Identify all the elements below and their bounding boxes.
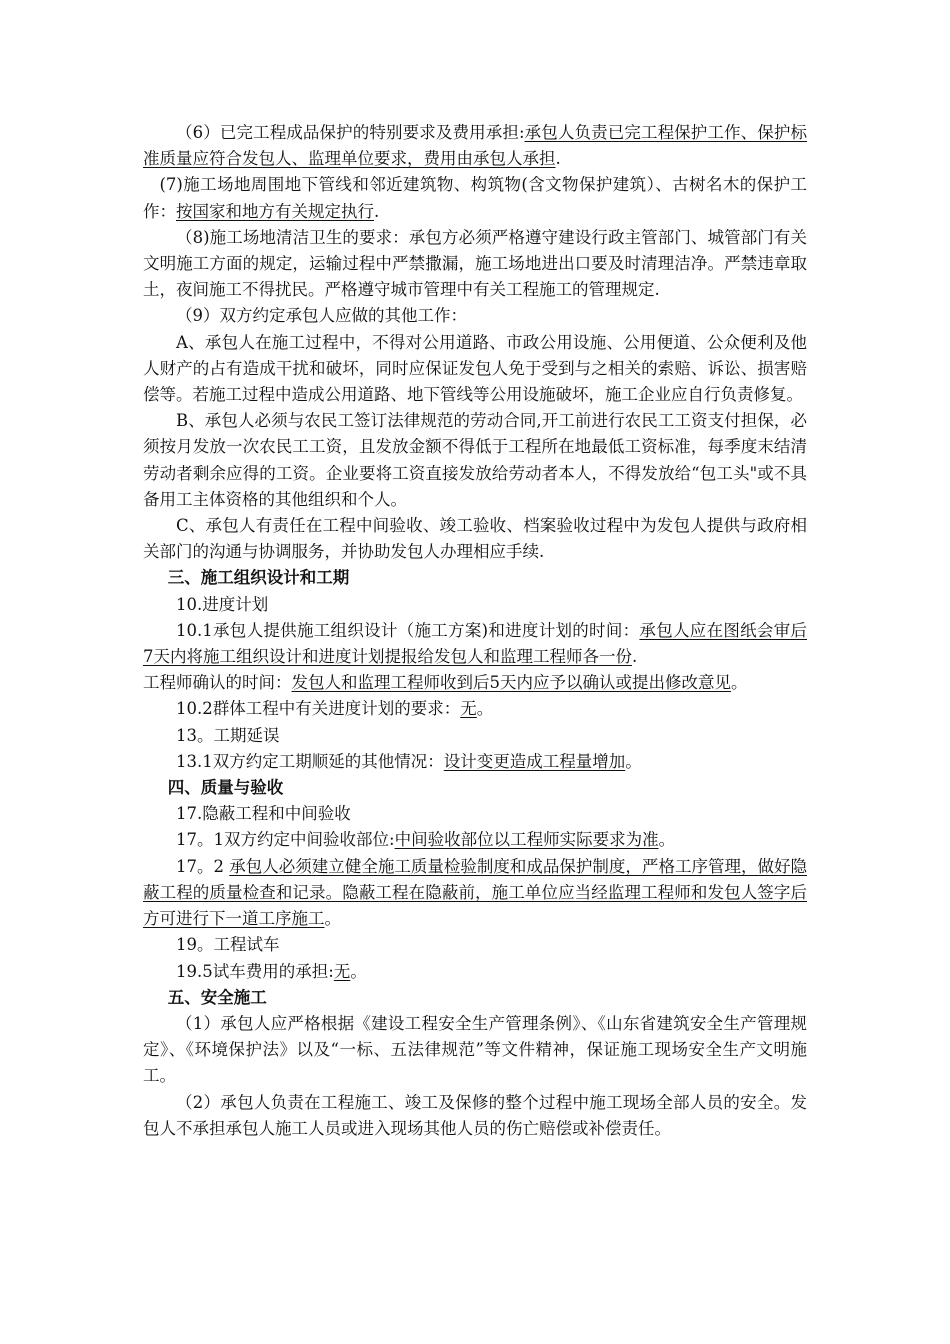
paragraph-17-1-text: 17。1双方约定中间验收部位: xyxy=(176,830,395,850)
section-heading-5 xyxy=(143,985,807,1011)
paragraph-13-1-underlined: 设计变更造成工程量增加 xyxy=(443,751,626,771)
paragraph-a xyxy=(143,330,807,409)
paragraph-6-underlined: 承包人负责已完工程保护工作、保护标准质量应符合发包人、监理单位要求，费用由承包人承担 xyxy=(143,123,808,169)
section-heading-4 xyxy=(143,775,807,801)
paragraph-10-1-text: 10.1承包人提供施工组织设计（施工方案)和进度计划的时间： xyxy=(176,620,640,640)
paragraph-19-5 xyxy=(143,959,807,985)
section-heading-5-text: 五、安全施工 xyxy=(167,987,267,1007)
paragraph-19-5-end: 。 xyxy=(350,961,367,981)
paragraph-13-text: 13。工期延误 xyxy=(176,725,280,745)
paragraph-engineer-confirm xyxy=(143,670,807,696)
paragraph-6-end: . xyxy=(555,149,561,169)
paragraph-19-5-underlined: 无 xyxy=(333,961,351,981)
paragraph-8 xyxy=(143,225,807,304)
paragraph-10-2-underlined: 无 xyxy=(460,699,477,719)
paragraph-10-2 xyxy=(143,696,807,722)
paragraph-13 xyxy=(143,723,807,749)
paragraph-engineer-confirm-underlined: 发包人和监理工程师收到后5天内应予以确认或提出修改意见 xyxy=(291,673,731,693)
paragraph-17-2 xyxy=(143,854,807,933)
paragraph-19 xyxy=(143,932,807,958)
paragraph-17-text: 17.隐蔽工程和中间验收 xyxy=(176,804,351,824)
paragraph-10 xyxy=(143,592,807,618)
paragraph-17-2-text: 17。2 xyxy=(176,856,230,876)
paragraph-19-5-text: 19.5试车费用的承担: xyxy=(176,961,334,981)
paragraph-10-2-text: 10.2群体工程中有关进度计划的要求： xyxy=(176,699,461,719)
paragraph-13-1 xyxy=(143,749,807,775)
paragraph-safety-2-text: （2）承包人负责在工程施工、竣工及保修的整个过程中施工现场全部人员的安全。发包人不承担承包人施工人员或进入现场其他人员的伤亡赔偿或补偿责任。 xyxy=(143,1092,807,1138)
section-heading-3-text: 三、施工组织设计和工期 xyxy=(167,568,350,588)
paragraph-13-1-text: 13.1双方约定工期顺延的其他情况： xyxy=(176,751,444,771)
paragraph-10-2-end: 。 xyxy=(476,699,494,719)
paragraph-a-text: A、承包人在施工过程中，不得对公用道路、市政公用设施、公用便道、公众便利及他人财产的占有造成干扰和破坏，同时应保证发包人免于受到与之相关的索赔、诉讼、损害赔偿等。若施工过程中造成公用道路、地下管线等公用设施破坏，施工企业应自行负责修复。 xyxy=(143,332,807,405)
paragraph-17-1-end: 。 xyxy=(658,830,676,850)
paragraph-7-text: (7)施工场地周围地下管线和邻近建筑物、构筑物(含文物保护建筑）、古树名木的保护工作： xyxy=(143,175,807,221)
paragraph-6-text: （6）已完工程成品保护的特别要求及费用承担: xyxy=(176,123,525,142)
paragraph-17 xyxy=(143,801,807,827)
section-heading-3 xyxy=(143,565,807,591)
paragraph-17-1-underlined: 中间验收部位以工程师实际要求为准 xyxy=(394,830,659,850)
paragraph-engineer-confirm-text: 工程师确认的时间： xyxy=(143,673,292,693)
paragraph-9-text: （9）双方约定承包人应做的其他工作： xyxy=(176,306,467,326)
paragraph-b-text: B、承包人必须与农民工签订法律规范的劳动合同,开工前进行农民工工资支付担保，必须按月发放一次农民工工资，且发放金额不得低于工程所在地最低工资标准，每季度末结清劳动者剩余应得的工资。企业要将工资直接发放给劳动者本人，不得发放给“包工头"或不具备用工主体资格的其他组织和个人。 xyxy=(143,411,807,509)
paragraph-engineer-confirm-end: 。 xyxy=(731,673,748,693)
paragraph-10-text: 10.进度计划 xyxy=(176,594,269,614)
paragraph-c xyxy=(143,513,807,565)
paragraph-c-text: C、承包人有责任在工程中间验收、竣工验收、档案验收过程中为发包人提供与政府相关部门的沟通与协调服务，并协助发包人办理相应手续. xyxy=(143,516,807,562)
paragraph-6 xyxy=(143,120,807,172)
paragraph-safety-1-text: （1）承包人应严格根据《建设工程安全生产管理条例》、《山东省建筑安全生产管理规定》、《环境保护法》以及“一标、五法律规范”等文件精神，保证施工现场安全生产文明施工。 xyxy=(143,1013,807,1086)
paragraph-b xyxy=(143,408,807,513)
paragraph-10-1 xyxy=(143,618,807,670)
paragraph-9 xyxy=(143,303,807,329)
paragraph-7 xyxy=(143,172,807,224)
paragraph-safety-1 xyxy=(143,1011,807,1090)
paragraph-19-text: 19。工程试车 xyxy=(176,935,280,955)
paragraph-10-1-end: . xyxy=(632,647,638,667)
paragraph-8-text: （8)施工场地清洁卫生的要求：承包方必须严格遵守建设行政主管部门、城管部门有关文明施工方面的规定，运输过程中严禁撒漏，施工场地进出口要及时清理洁净。严禁违章取土，夜间施工不得扰民。严格遵守城市管理中有关工程施工的管理规定. xyxy=(143,227,807,300)
section-heading-4-text: 四、质量与验收 xyxy=(167,778,284,798)
paragraph-17-2-underlined: 承包人必须建立健全施工质量检验制度和成品保护制度，严格工序管理，做好隐蔽工程的质量检查和记录。隐蔽工程在隐蔽前，施工单位应当经监理工程师和发包人签字后方可进行下一道工序施工 xyxy=(143,856,807,929)
paragraph-10-1-underlined: 承包人应在图纸会审后7天内将施工组织设计和进度计划提报给发包人和监理工程师各一份 xyxy=(143,620,808,667)
paragraph-7-end: . xyxy=(374,201,380,221)
paragraph-17-1 xyxy=(143,827,807,853)
paragraph-13-1-end: 。 xyxy=(625,751,642,771)
paragraph-7-underlined: 按国家和地方有关规定执行 xyxy=(176,201,374,221)
paragraph-17-2-end: 。 xyxy=(324,909,341,929)
paragraph-safety-2 xyxy=(143,1090,807,1142)
